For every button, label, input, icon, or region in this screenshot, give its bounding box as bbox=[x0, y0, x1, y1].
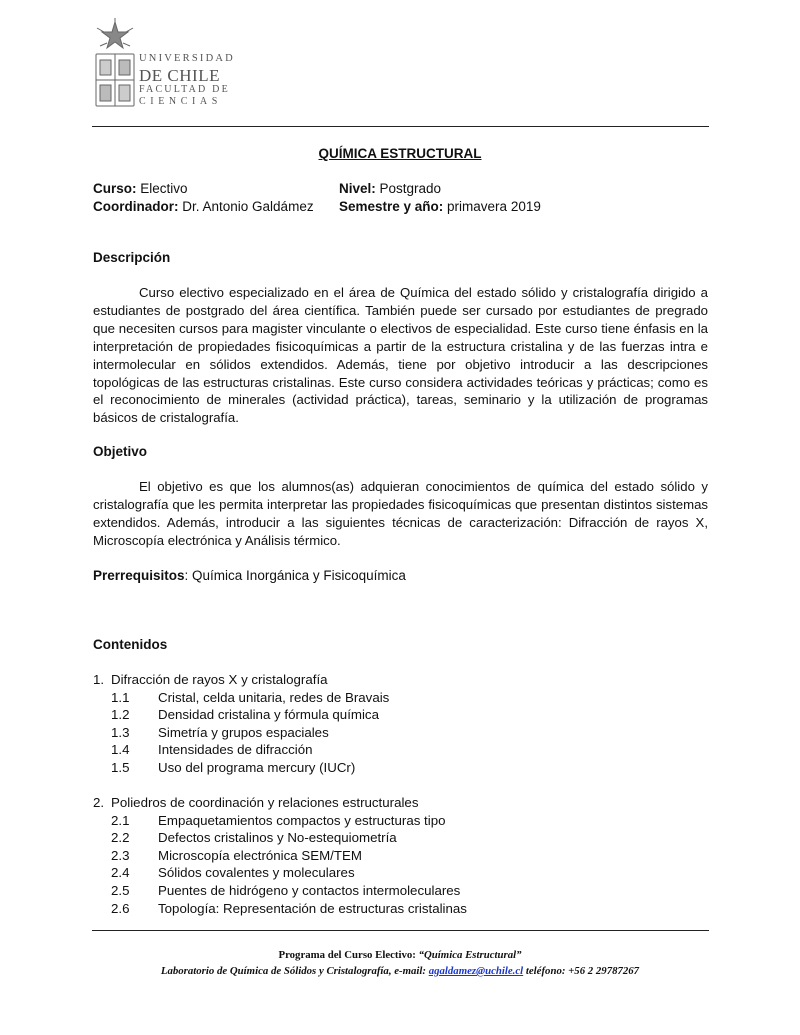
course-level-value: Postgrado bbox=[375, 181, 442, 196]
header-divider bbox=[92, 126, 709, 127]
list-item bbox=[93, 882, 467, 900]
list-item bbox=[93, 847, 467, 865]
logo-line-1: UNIVERSIDAD bbox=[139, 53, 235, 64]
list-item bbox=[93, 689, 389, 707]
footer-lab: Laboratorio de Química de Sólidos y Cristalografía, e-mail: bbox=[160, 965, 429, 977]
footer-program-quote: “Química Estructural” bbox=[418, 949, 522, 961]
list-item bbox=[93, 864, 467, 882]
list-item bbox=[93, 741, 389, 759]
document-title: QUÍMICA ESTRUCTURAL bbox=[318, 146, 482, 161]
item-number: 1.5 bbox=[111, 759, 130, 775]
item-number: 2.5 bbox=[111, 882, 130, 898]
item-number: 1.2 bbox=[111, 707, 130, 723]
item-number: 2.6 bbox=[111, 900, 130, 916]
section-title-text: Difracción de rayos X y cristalografía bbox=[111, 672, 328, 687]
description-text: Curso electivo especializado en el área de Química del estado sólido y cristalografía dirigido a estudiantes de postgrado del área científica. También puede ser cursado por estudiantes de pregrado que necesiten cursos para magister vinculante o electivos de especialidad. Este curso tiene énfasis en la interpretación de propiedades fisicoquímicas a partir de la estructura cristalina y de las fuerzas intra e intermolecular en sólidos extendidos. Además, tiene por objetivo introducir a las descripciones topológicas de las estructuras cristalinas. Este curso considera actividades teóricas y prácticas; como es el reconocimiento de minerales (actividad práctica), tareas, seminario y la utilización de programas básicos de cristalografía. bbox=[93, 285, 708, 426]
logo-line-4: CIENCIAS bbox=[139, 95, 222, 107]
footer-program-prefix: Programa del Curso Electivo: bbox=[278, 949, 419, 961]
item-text: Topología: Representación de estructuras cristalinas bbox=[158, 900, 467, 916]
prerequisites bbox=[93, 568, 406, 583]
list-item bbox=[93, 812, 467, 830]
item-number: 1.4 bbox=[111, 742, 130, 758]
footer-email-link[interactable]: agaldamez@uchile.cl bbox=[428, 965, 524, 977]
prerequisites-label: Prerrequisitos bbox=[93, 568, 185, 583]
section-title-text: Poliedros de coordinación y relaciones estructurales bbox=[111, 795, 419, 810]
coordinator-value: Dr. Antonio Galdámez bbox=[178, 199, 314, 214]
item-text: Defectos cristalinos y No-estequiometría bbox=[158, 830, 397, 846]
list-item bbox=[93, 724, 389, 742]
item-text: Sólidos covalentes y moleculares bbox=[158, 865, 355, 881]
footer-contact bbox=[0, 965, 800, 977]
objective-paragraph bbox=[93, 478, 708, 550]
footer-divider bbox=[92, 930, 709, 931]
item-number: 2.2 bbox=[111, 830, 130, 846]
course-level-label: Nivel: bbox=[339, 181, 376, 196]
course-type-label: Curso: bbox=[93, 181, 137, 196]
objective-text: El objetivo es que los alumnos(as) adquieran conocimientos de química del estado sólido y cristalografía que les permita interpretar las propiedades fisicoquímicas que presentan distintos sistemas extendidos. Además, introducir a las siguientes técnicas de caracterización: Difracción de rayos X, Microscopía electrónica y Análisis térmico. bbox=[93, 479, 708, 548]
contents-section-2 bbox=[93, 794, 467, 917]
item-number: 2.1 bbox=[111, 812, 130, 828]
list-item bbox=[93, 759, 389, 777]
contents-section-1 bbox=[93, 671, 389, 777]
item-text: Simetría y grupos espaciales bbox=[158, 724, 329, 740]
list-item bbox=[93, 900, 467, 918]
item-number: 2.4 bbox=[111, 865, 130, 881]
item-text: Intensidades de difracción bbox=[158, 742, 313, 758]
coordinator-label: Coordinador: bbox=[93, 199, 179, 214]
objective-heading: Objetivo bbox=[93, 444, 148, 459]
logo-line-2: DE CHILE bbox=[139, 65, 220, 85]
item-text: Cristal, celda unitaria, redes de Bravais bbox=[158, 689, 390, 705]
semester-label: Semestre y año: bbox=[339, 199, 444, 214]
item-text: Microscopía electrónica SEM/TEM bbox=[158, 847, 362, 863]
footer-program bbox=[0, 949, 800, 961]
item-text: Densidad cristalina y fórmula química bbox=[158, 707, 379, 723]
university-crest-icon bbox=[92, 18, 138, 110]
university-logo bbox=[92, 18, 235, 110]
section-title bbox=[93, 794, 467, 812]
university-logo-text bbox=[139, 54, 235, 107]
logo-line-3: FACULTAD DE bbox=[139, 83, 230, 95]
section-number: 1. bbox=[93, 672, 105, 687]
course-type bbox=[93, 181, 188, 196]
coordinator bbox=[93, 199, 314, 214]
item-text: Empaquetamientos compactos y estructuras tipo bbox=[158, 812, 446, 828]
item-text: Uso del programa mercury (IUCr) bbox=[158, 759, 356, 775]
item-text: Puentes de hidrógeno y contactos intermoleculares bbox=[158, 882, 461, 898]
footer-phone: teléfono: +56 2 29787267 bbox=[523, 965, 640, 977]
list-item bbox=[93, 706, 389, 724]
item-number: 1.1 bbox=[111, 689, 130, 705]
semester-value: primavera 2019 bbox=[443, 199, 541, 214]
section-title bbox=[93, 671, 389, 689]
description-heading: Descripción bbox=[93, 250, 171, 265]
section-number: 2. bbox=[93, 795, 105, 810]
item-number: 2.3 bbox=[111, 847, 130, 863]
contents-heading: Contenidos bbox=[93, 637, 168, 652]
semester bbox=[339, 199, 541, 214]
list-item bbox=[93, 829, 467, 847]
prerequisites-value: : Química Inorgánica y Fisicoquímica bbox=[184, 568, 406, 583]
item-number: 1.3 bbox=[111, 724, 130, 740]
course-level bbox=[339, 181, 441, 196]
description-paragraph bbox=[93, 284, 708, 427]
course-type-value: Electivo bbox=[136, 181, 188, 196]
